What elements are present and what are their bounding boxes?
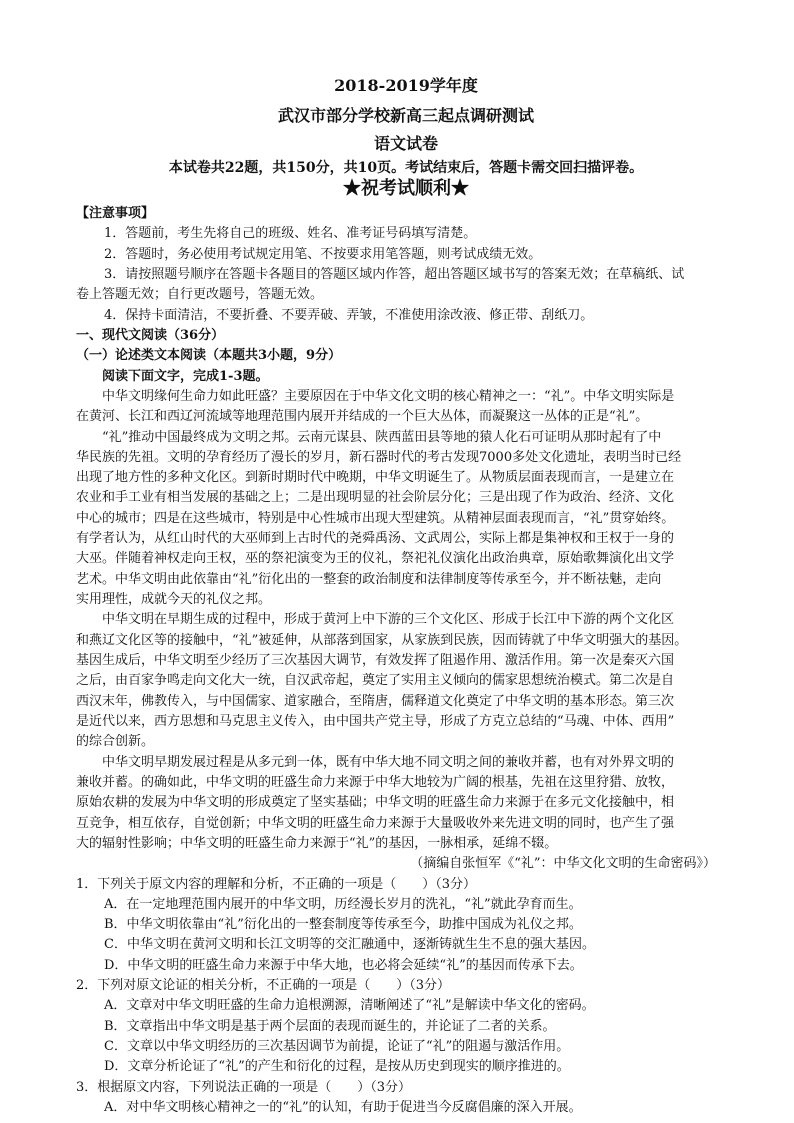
passage-line: 大的辐射性影响；中华文明的旺盛生命力来源于“礼”的基因，一脉相承，延绵不辍。 — [76, 836, 558, 851]
note-item: 3．请按照题号顺序在答题卡各题目的答题区域内作答，超出答题区域书写的答案无效；在草稿纸、试 — [104, 267, 685, 282]
passage-line: 大巫。伴随着神权走向王权，巫的祭祀演变为王的仪礼，祭祀礼仪演化出政治典章，原始歌舞演化出文学 — [76, 551, 675, 566]
section-title: 一、现代文阅读（36分） — [76, 328, 225, 343]
passage-line: 出现了地方性的多种文化区。到新时期时代中晚期，中华文明诞生了。从物质层面表现而言，一是建立在 — [76, 470, 675, 485]
passage-line: 兼收并蓄。的确如此，中华文明的旺盛生命力来源于中华大地较为广阔的根基，先祖在这里狩猎、放牧， — [76, 775, 675, 790]
passage-line: 中华文明早期发展过程是从多元到一体，既有中华大地不同文明之间的兼收并蓄，也有对外界文明的 — [102, 755, 675, 770]
passage-line: 华民族的先祖。文明的孕育经历了漫长的岁月，新石器时代的考古发现7000多处文化遗址，表明当时已经 — [76, 450, 682, 465]
section-subtitle: （一）论述类文本阅读（本题共3小题，9分） — [76, 348, 342, 363]
question-option: B．中华文明依靠由“礼”衍化出的一整套制度等传承至今，助推中国成为礼仪之邦。 — [104, 917, 582, 932]
note-item: 1．答题前，考生先将自己的班级、姓名、准考证号码填写清楚。 — [104, 226, 477, 241]
passage-line: 在黄河、长江和西辽河流域等地理范围内展开并结成的一个巨大丛体，而凝聚这一丛体的正是“礼”。 — [76, 409, 649, 424]
question-option: A．对中华文明核心精神之一的“礼”的认知，有助于促进当今反腐倡廉的深入开展。 — [104, 1100, 582, 1115]
passage-line: 原始农耕的发展为中华文明的形成奠定了坚实基础；中华文明的旺盛生命力来源于在多元文化接触中，相 — [76, 795, 675, 810]
passage-line: 中心的城市；四是在这些城市，特别是中心性城市出现大型建筑。从精神层面表现而言，“礼”贯穿始终。 — [76, 511, 675, 526]
question-stem: 2．下列对原文论证的相关分析，不正确的一项是（ ）（3分） — [76, 978, 451, 993]
passage-source: （摘编自张恒军《“礼”：中华文化文明的生命密码》） — [410, 856, 716, 871]
passage-line: 是近代以来，西方思想和马克思主义传入，由中国共产党主导，形成了方克立总结的“马魂、中体、西用” — [76, 714, 675, 729]
notes-heading: 【注意事项】 — [76, 206, 155, 221]
exam-title: 武汉市部分学校新高三起点调研测试 — [277, 106, 534, 125]
question-option: D．中华文明的旺盛生命力来源于中华大地，也必将会延续“礼”的基因而传承下去。 — [104, 958, 583, 973]
passage-line: 的综合创新。 — [76, 734, 155, 749]
passage-line: “礼”推动中国最终成为文明之邦。云南元谋县、陕西蓝田县等地的猿人化石可证明从那时起有了中 — [102, 430, 662, 445]
passage-line: 中华文明在早期生成的过程中，形成于黄河上中下游的三个文化区、形成于长江中下游的两个文化区 — [102, 612, 675, 627]
reading-instruction: 阅读下面文字，完成1-3题。 — [102, 369, 269, 384]
passage-line: 之后，由百家争鸣走向文化大一统，自汉武帝起，奠定了实用主义倾向的儒家思想统治模式。第二次是自 — [76, 673, 675, 688]
passage-line: 西汉末年，佛教传入，与中国儒家、道家融合，至隋唐，儒释道文化奠定了中华文明的基本形态。第三次 — [76, 694, 675, 709]
passage-line: 和燕辽文化区等的接触中，“礼”被延伸，从部落到国家，从家族到民族，因而铸就了中华文明强大的基因。 — [76, 633, 688, 648]
question-option: D．文章分析论证了“礼”的产生和衍化的过程，是按从历史到现实的顺序推进的。 — [104, 1059, 570, 1074]
note-item: 卷上答题无效；自行更改题号，答题无效。 — [76, 287, 324, 302]
question-option: C．中华文明在黄河文明和长江文明等的交汇融通中，逐渐铸就生生不息的强大基因。 — [104, 937, 595, 952]
note-item: 2．答题时，务必使用考试规定用笔、不按要求用笔答题，则考试成绩无效。 — [104, 247, 542, 262]
question-stem: 3．根据原文内容，下列说法正确的一项是（ ）（3分） — [76, 1080, 412, 1095]
question-stem: 1．下列关于原文内容的理解和分析，不正确的一项是（ ）（3分） — [76, 877, 477, 892]
passage-line: 艺术。中华文明由此依靠由“礼”衍化出的一整套的政治制度和法律制度等传承至今，并不断祛魅，走向 — [76, 572, 662, 587]
passage-line: 有学者认为，从红山时代的大巫师到上古时代的尧舜禹汤、文武周公，实际上都是集神权和王权于一身的 — [76, 531, 675, 546]
exam-subject: 语文试卷 — [373, 134, 438, 153]
exam-year: 2018-2019学年度 — [334, 76, 478, 95]
exam-info: 本试卷共22题，共150分，共10页。考试结束后，答题卡需交回扫描评卷。 — [168, 160, 644, 176]
question-option: A．在一定地理范围内展开的中华文明，历经漫长岁月的洗礼，“礼”就此孕育而生。 — [104, 897, 582, 912]
exam-greeting: ★祝考试顺利★ — [343, 178, 469, 199]
passage-line: 实用理性，成就今天的礼仪之邦。 — [76, 592, 272, 607]
question-option: B．文章指出中华文明是基于两个层面的表现而诞生的，并论证了二者的关系。 — [104, 1019, 556, 1034]
note-item: 4．保持卡面清洁，不要折叠、不要弄破、弄皱，不准使用涂改液、修正带、刮纸刀。 — [104, 308, 594, 323]
passage-line: 中华文明缘何生命力如此旺盛？主要原因在于中华文化文明的核心精神之一：“礼”。中华文明实际是 — [102, 389, 675, 404]
question-option: C．文章以中华文明经历的三次基因调节为前提，论证了“礼”的阻遏与激活作用。 — [104, 1039, 570, 1054]
question-option: A．文章对中华文明旺盛的生命力追根溯源，清晰阐述了“礼”是解读中华文化的密码。 — [104, 998, 595, 1013]
passage-line: 基因生成后，中华文明至少经历了三次基因大调节，有效发挥了阻遏作用、激活作用。第一次是秦灭六国 — [76, 653, 675, 668]
passage-line: 互竞争，相互依存，自觉创新；中华文明的旺盛生命力来源于大量吸收外来先进文明的同时，也产生了强 — [76, 816, 675, 831]
passage-line: 农业和手工业有相当发展的基础之上；二是出现明显的社会阶层分化；三是出现了作为政治、经济、文化 — [76, 490, 675, 505]
